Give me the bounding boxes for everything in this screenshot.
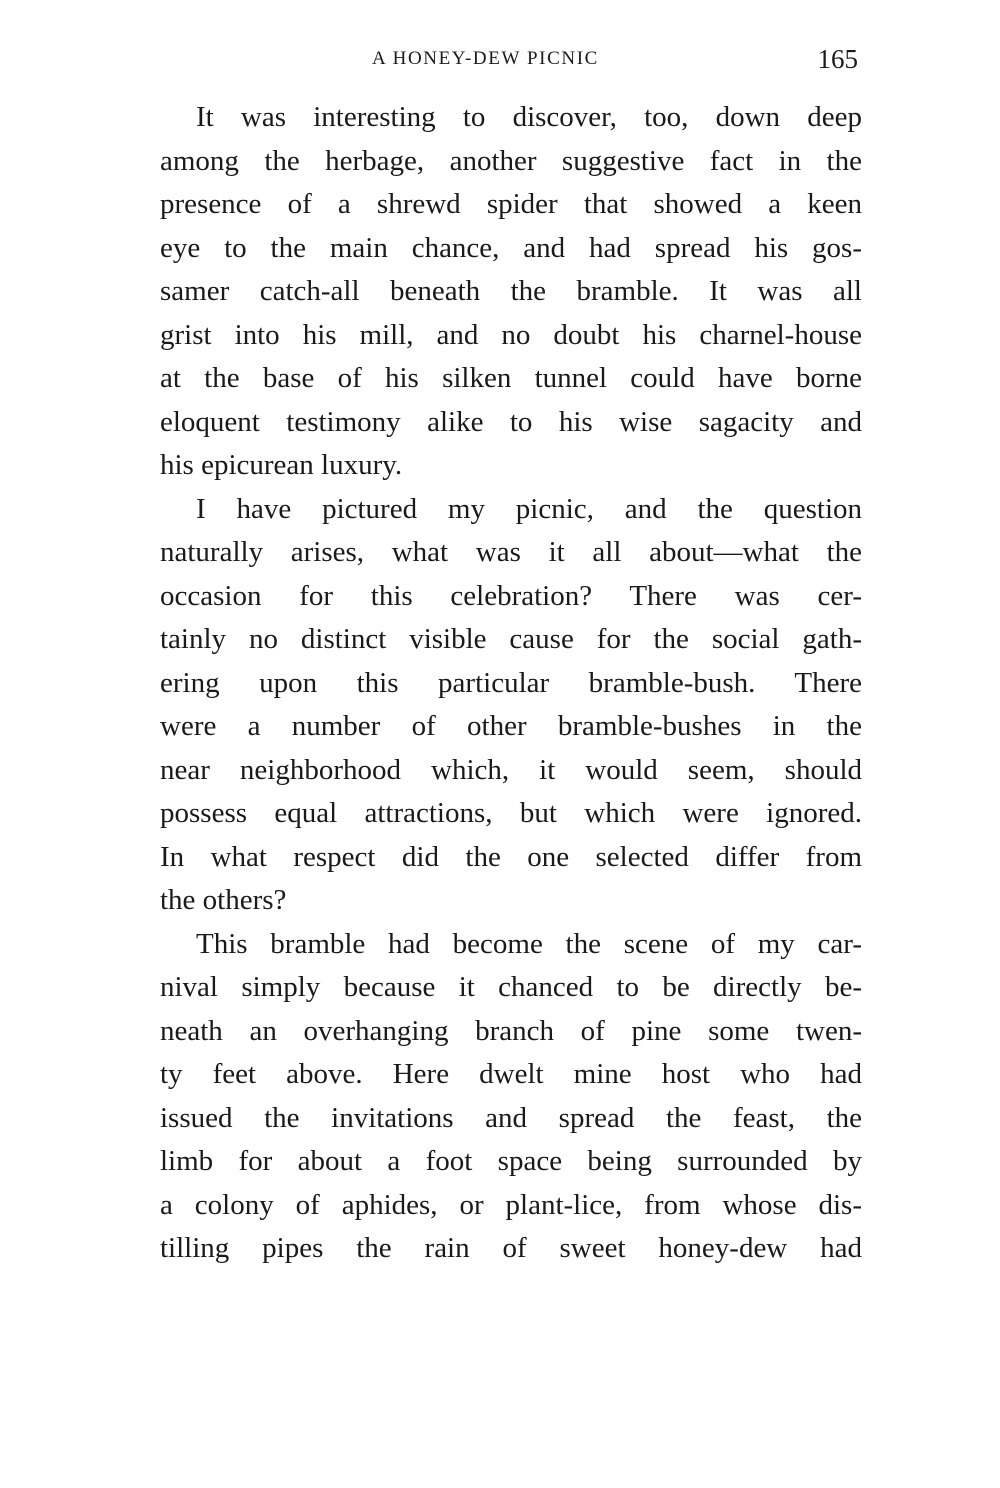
text-line: eloquent testimony alike to his wise sagacity and: [160, 405, 862, 438]
text-line: eye to the main chance, and had spread his gos-: [160, 231, 862, 264]
paragraph-3: [160, 923, 862, 1271]
text-line: grist into his mill, and no doubt his charnel-house: [160, 318, 862, 351]
text-line: ty feet above. Here dwelt mine host who had: [160, 1058, 862, 1090]
text-line: at the base of his silken tunnel could have borne: [160, 362, 862, 394]
text-line: possess equal attractions, but which were ignored.: [160, 797, 862, 829]
text-line: naturally arises, what was it all about—what the: [160, 536, 862, 568]
text-line: limb for about a foot space being surrounded by: [160, 1145, 862, 1177]
text-line: tainly no distinct visible cause for the social gath-: [160, 623, 862, 655]
text-line: were a number of other bramble-bushes in the: [160, 710, 862, 742]
text-line: among the herbage, another suggestive fact in the: [160, 144, 862, 177]
text-line: In what respect did the one selected differ from: [160, 840, 862, 873]
paragraph-2: [160, 488, 862, 923]
text-line: presence of a shrewd spider that showed a keen: [160, 188, 862, 220]
text-line: a colony of aphides, or plant-lice, from whose dis-: [160, 1188, 862, 1221]
running-title: A HONEY-DEW PICNIC: [372, 48, 599, 69]
text-line: This bramble had become the scene of my car-: [196, 927, 862, 960]
text-line: samer catch-all beneath the bramble. It was all: [160, 275, 862, 307]
text-line: near neighborhood which, it would seem, should: [160, 753, 862, 786]
text-line: ering upon this particular bramble-bush. There: [160, 666, 862, 699]
running-head: [160, 44, 862, 78]
text-line: nival simply because it chanced to be directly be-: [160, 971, 862, 1003]
text-line: neath an overhanging branch of pine some twen-: [160, 1014, 862, 1047]
text-line: occasion for this celebration? There was cer-: [160, 579, 862, 612]
text-line: tilling pipes the rain of sweet honey-dew had: [160, 1232, 862, 1264]
body-text: [160, 96, 862, 1271]
text-line: his epicurean luxury.: [160, 449, 403, 481]
text-line: issued the invitations and spread the feast, the: [160, 1101, 862, 1134]
text-line: the others?: [160, 884, 287, 916]
paragraph-1: [160, 96, 862, 488]
text-line: I have pictured my picnic, and the question: [196, 492, 862, 525]
text-line: It was interesting to discover, too, down deep: [196, 101, 862, 133]
page-number: 165: [817, 44, 858, 74]
